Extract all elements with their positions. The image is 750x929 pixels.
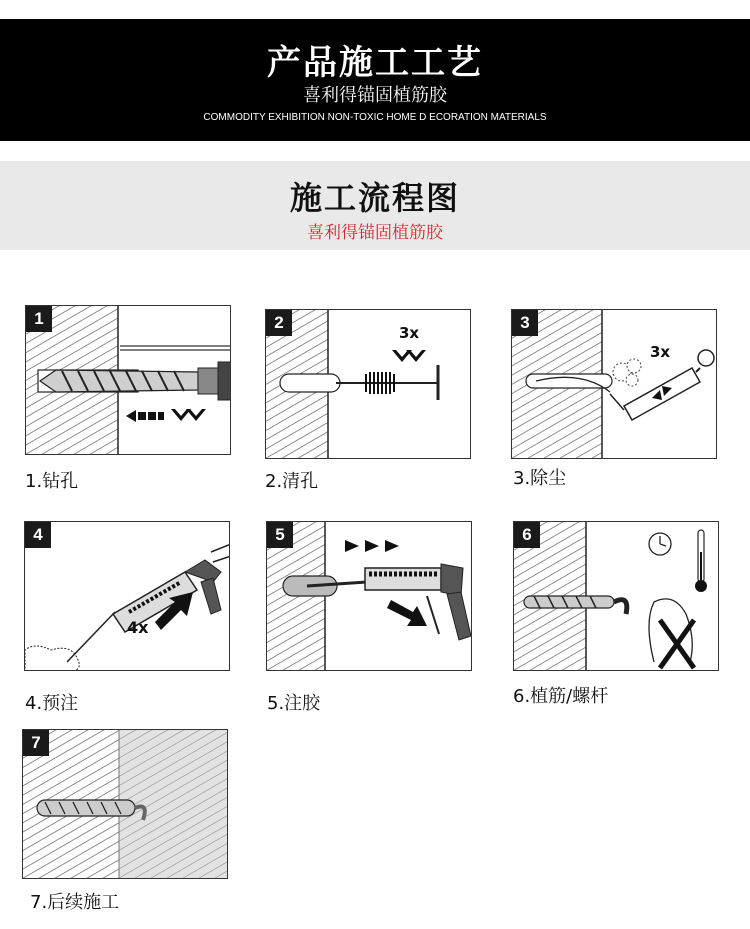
repeat-count-label: 3x — [650, 343, 671, 361]
step-number-badge: 4 — [25, 522, 51, 548]
dust-cloud-icon — [613, 359, 641, 386]
step-4-caption: 4.预注 — [25, 693, 79, 714]
step-number-badge: 2 — [266, 310, 292, 336]
step-3-caption: 3.除尘 — [513, 468, 567, 489]
step-4-panel — [24, 521, 230, 671]
step-7-panel — [22, 729, 228, 879]
brush-icon — [336, 365, 438, 400]
step-number-badge: 1 — [26, 306, 52, 332]
step-2-caption: 2.清孔 — [265, 471, 319, 492]
step-7-caption: 7.后续施工 — [30, 892, 120, 913]
step-1-panel — [25, 305, 231, 455]
top-header-banner — [0, 19, 750, 141]
dispenser-gun-icon — [307, 564, 471, 640]
repeat-count-label: 3x — [399, 324, 420, 342]
page-title: 产品施工工艺 — [267, 43, 483, 83]
step-1-caption: 1.钻孔 — [25, 471, 79, 492]
inject-adhesive-illustration — [267, 522, 472, 671]
repeat-count-label: 4x — [127, 618, 149, 637]
step-5-caption: 5.注胶 — [267, 693, 321, 714]
section-header — [0, 161, 750, 250]
step-2-panel — [265, 309, 471, 459]
step-5-panel — [266, 521, 472, 671]
no-touch-icon — [649, 599, 694, 668]
thermometer-icon — [695, 530, 707, 592]
page-subtitle: 喜利得锚固植筋胶 — [303, 85, 447, 106]
step-number-badge: 5 — [267, 522, 293, 548]
section-title: 施工流程图 — [289, 179, 460, 217]
insert-rebar-illustration — [514, 522, 719, 671]
step-6-caption: 6.植筋/螺杆 — [513, 686, 609, 707]
step-3-panel — [511, 309, 717, 459]
arrows-icon — [392, 350, 426, 362]
step-6-panel — [513, 521, 719, 671]
pre-dispense-illustration — [25, 522, 230, 671]
step-number-badge: 6 — [514, 522, 540, 548]
clock-icon — [649, 533, 671, 555]
step-number-badge: 7 — [23, 730, 49, 756]
page-tagline: COMMODITY EXHIBITION NON-TOXIC HOME D ECORATION MATERIALS — [203, 112, 547, 123]
follow-up-construction-illustration — [23, 730, 228, 879]
step-number-badge: 3 — [512, 310, 538, 336]
hole-cleaning-illustration — [266, 310, 471, 459]
arrows-icon — [126, 409, 206, 422]
dust-removal-illustration — [512, 310, 717, 459]
section-subtitle: 喜利得锚固植筋胶 — [307, 223, 443, 243]
drilling-illustration — [26, 306, 231, 455]
